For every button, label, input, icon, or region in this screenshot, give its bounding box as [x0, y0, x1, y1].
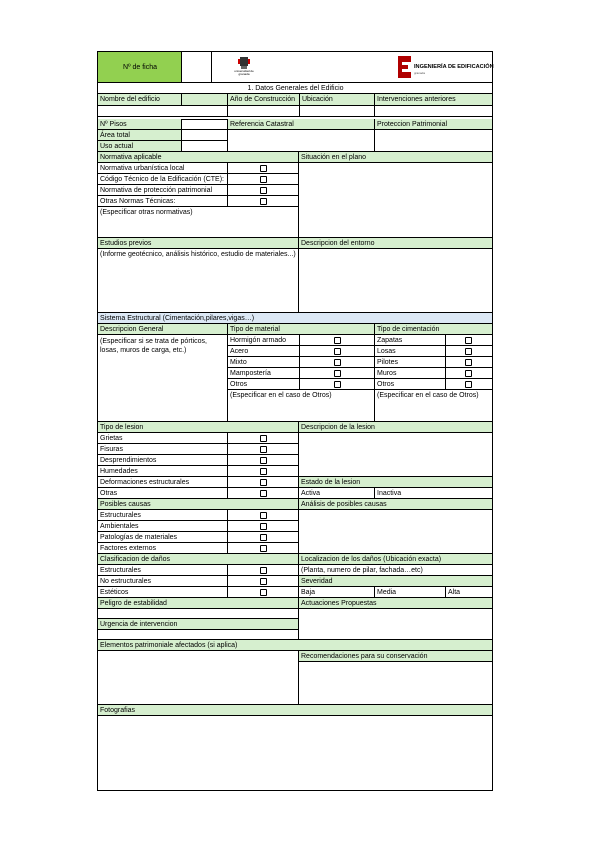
stability-risk-label: Peligro de estabilidad: [98, 598, 299, 609]
building-name-extra: [182, 94, 228, 106]
regulation-item-label: Normativa urbanística local: [98, 163, 228, 174]
photographs-label: Fotografias: [98, 705, 492, 716]
damage-class-item-checkbox[interactable]: [260, 567, 267, 574]
material-type-label: Tipo de material: [228, 324, 375, 335]
material-item-label: Acero: [228, 346, 300, 357]
damage-class-item-checkbox-cell: [228, 587, 299, 598]
heritage-elements-label: Elementos patrimoniale afectados (si aplica): [98, 640, 492, 651]
material-item-checkbox[interactable]: [334, 359, 341, 366]
intervention-urgency-label: Urgencia de intervencion: [98, 619, 299, 630]
foundation-item-checkbox-cell: [446, 335, 492, 346]
inspection-form: [97, 51, 493, 791]
plan-location-field[interactable]: [299, 163, 492, 238]
lesion-inactive-option[interactable]: Inactiva: [375, 488, 492, 499]
lesion-type-item-checkbox-cell: [228, 444, 299, 455]
foundation-item-checkbox-cell: [446, 379, 492, 390]
environment-description-field[interactable]: [299, 249, 492, 313]
foundation-item-label: Pilotes: [375, 357, 446, 368]
severity-medium-option[interactable]: Media: [375, 587, 446, 598]
total-area-label: Área total: [98, 130, 182, 141]
foundation-item-checkbox[interactable]: [465, 337, 472, 344]
cause-item-checkbox[interactable]: [260, 545, 267, 552]
cause-analysis-label: Análisis de posibles causas: [299, 499, 492, 510]
foundation-item-label: Losas: [375, 346, 446, 357]
lesion-type-item-checkbox[interactable]: [260, 479, 267, 486]
cadastral-ref-label: Referencia Catastral: [228, 119, 375, 130]
plan-location-label: Situación en el plano: [299, 152, 492, 163]
proposed-actions-field[interactable]: [299, 609, 492, 640]
damage-classification-label: Clasificacion de daños: [98, 554, 299, 565]
building-name-field[interactable]: [98, 106, 228, 117]
previous-interventions-label: Intervenciones anteriores: [375, 94, 492, 106]
regulation-item-label: Código Técnico de la Edificación (CTE):: [98, 174, 228, 185]
environment-description-label: Descripcion del entorno: [299, 238, 492, 249]
regulation-item-checkbox-cell: [228, 185, 299, 196]
previous-studies-label: Estudios previos: [98, 238, 299, 249]
lesion-type-item-checkbox-cell: [228, 466, 299, 477]
lesion-state-label: Estado de la lesion: [299, 477, 492, 488]
engineering-logo-sub: granada: [414, 71, 426, 75]
lesion-type-item-label: Humedades: [98, 466, 228, 477]
heritage-protection-label: Proteccion Patrimonial: [375, 119, 492, 130]
conservation-recommendations-label: Recomendaciones para su conservación: [299, 651, 492, 662]
regulations-label: Normativa aplicable: [98, 152, 299, 163]
cause-item-label: Factores externos: [98, 543, 228, 554]
lesion-active-option[interactable]: Activa: [299, 488, 375, 499]
building-name-label: Nombre del edificio: [98, 94, 182, 106]
general-description-note-1: (Especificar si se trata de pórticos,: [100, 338, 207, 345]
lesion-type-item-checkbox-cell: [228, 488, 299, 499]
material-item-checkbox-cell: [300, 357, 375, 368]
foundation-type-label: Tipo de cimentación: [375, 324, 492, 335]
foundation-item-label: Otros: [375, 379, 446, 390]
heritage-elements-field[interactable]: [98, 651, 299, 705]
material-item-checkbox-cell: [300, 335, 375, 346]
previous-interventions-field[interactable]: [375, 106, 492, 117]
foundation-item-label: Muros: [375, 368, 446, 379]
cadastral-ref-field[interactable]: [228, 130, 375, 152]
cause-item-label: Patologías de materiales: [98, 532, 228, 543]
stability-risk-field[interactable]: [98, 609, 299, 619]
cause-item-checkbox[interactable]: [260, 523, 267, 530]
cause-item-checkbox-cell: [228, 532, 299, 543]
general-description-label: Descripcion General: [98, 324, 228, 335]
general-description-note-2: losas, muros de carga, etc.): [100, 347, 187, 355]
damage-class-item-checkbox[interactable]: [260, 589, 267, 596]
regulation-item-checkbox-cell: [228, 196, 299, 207]
conservation-recommendations-field[interactable]: [299, 662, 492, 705]
current-use-field[interactable]: [182, 141, 228, 152]
lesion-type-item-checkbox-cell: [228, 433, 299, 444]
location-label: Ubicación: [300, 94, 375, 106]
section-general-data-title: 1. Datos Generales del Edificio: [98, 83, 492, 94]
damage-location-label: Localizacion de los daños (Ubicación exacta): [299, 554, 492, 565]
cause-item-checkbox-cell: [228, 521, 299, 532]
lesion-description-field[interactable]: [299, 433, 492, 477]
material-item-checkbox[interactable]: [334, 348, 341, 355]
lesion-type-item-label: Grietas: [98, 433, 228, 444]
severity-high-option[interactable]: Alta: [446, 587, 492, 598]
material-item-checkbox-cell: [300, 346, 375, 357]
foundation-item-checkbox[interactable]: [465, 370, 472, 377]
regulation-item-label: Otras Normas Técnicas:: [98, 196, 228, 207]
material-item-checkbox-cell: [300, 368, 375, 379]
cause-item-label: Ambientales: [98, 521, 228, 532]
regulation-item-checkbox[interactable]: [260, 198, 267, 205]
structural-system-title: Sistema Estructural (Cimentación,pilares,vigas…): [98, 313, 492, 324]
ficha-number-label: Nº de ficha: [98, 52, 182, 83]
engineering-logo: [398, 55, 492, 81]
previous-studies-field[interactable]: (Informe geotécnico, análisis histórico, estudio de materiales...): [98, 249, 299, 313]
current-use-label: Uso actual: [98, 141, 182, 152]
lesion-type-item-checkbox-cell: [228, 455, 299, 466]
regulation-item-checkbox[interactable]: [260, 187, 267, 194]
damage-class-item-checkbox[interactable]: [260, 578, 267, 585]
lesion-type-item-checkbox[interactable]: [260, 435, 267, 442]
intervention-urgency-field[interactable]: [98, 630, 299, 640]
regulation-item-checkbox-cell: [228, 163, 299, 174]
regulation-item-checkbox-cell: [228, 174, 299, 185]
material-item-checkbox[interactable]: [334, 337, 341, 344]
foundation-other-note[interactable]: (Especificar en el caso de Otros): [375, 390, 492, 422]
material-item-label: Mampostería: [228, 368, 300, 379]
lesion-type-item-checkbox[interactable]: [260, 457, 267, 464]
foundation-item-checkbox-cell: [446, 357, 492, 368]
regulations-note: (Especificar otras normativas): [98, 207, 299, 238]
possible-causes-label: Posibles causas: [98, 499, 299, 510]
regulation-item-checkbox[interactable]: [260, 165, 267, 172]
regulation-item-label: Normativa de protección patrimonial: [98, 185, 228, 196]
severity-low-option[interactable]: Baja: [299, 587, 375, 598]
material-item-label: Hormigón armado: [228, 335, 300, 346]
material-item-checkbox-cell: [300, 379, 375, 390]
lesion-type-item-checkbox[interactable]: [260, 446, 267, 453]
photographs-area[interactable]: [98, 716, 492, 790]
proposed-actions-label: Actuaciones Propuestas: [299, 598, 492, 609]
lesion-description-label: Descripcion de la lesion: [299, 422, 492, 433]
construction-year-label: Año de Construcción: [228, 94, 300, 106]
cause-analysis-field[interactable]: [299, 510, 492, 554]
lesion-type-item-label: Fisuras: [98, 444, 228, 455]
lesion-type-item-label: Desprendimientos: [98, 455, 228, 466]
material-item-label: Mixto: [228, 357, 300, 368]
lesion-type-item-checkbox[interactable]: [260, 490, 267, 497]
damage-class-item-label: Estéticos: [98, 587, 228, 598]
cause-item-checkbox[interactable]: [260, 512, 267, 519]
regulation-item-checkbox[interactable]: [260, 176, 267, 183]
lesion-type-item-label: Deformaciones estructurales: [98, 477, 228, 488]
damage-class-item-checkbox-cell: [228, 565, 299, 576]
damage-class-item-label: No estructurales: [98, 576, 228, 587]
lesion-type-item-checkbox-cell: [228, 477, 299, 488]
lesion-type-label: Tipo de lesion: [98, 422, 299, 433]
damage-location-field[interactable]: (Planta, numero de pilar, fachada…etc): [299, 565, 492, 576]
foundation-item-checkbox[interactable]: [465, 381, 472, 388]
heritage-protection-field[interactable]: [375, 130, 492, 152]
damage-class-item-label: Estructurales: [98, 565, 228, 576]
foundation-item-checkbox[interactable]: [465, 359, 472, 366]
floors-field[interactable]: [182, 119, 228, 130]
floors-label: Nº Pisos: [98, 119, 182, 130]
general-description-field[interactable]: [98, 335, 228, 422]
severity-label: Severidad: [299, 576, 492, 587]
university-logo: [232, 55, 256, 81]
cause-item-label: Estructurales: [98, 510, 228, 521]
foundation-item-checkbox[interactable]: [465, 348, 472, 355]
material-other-note[interactable]: (Especificar en el caso de Otros): [228, 390, 375, 422]
foundation-item-checkbox-cell: [446, 346, 492, 357]
total-area-field[interactable]: [182, 130, 228, 141]
cause-item-checkbox-cell: [228, 543, 299, 554]
university-logo-text: universidad de granada: [234, 69, 254, 77]
cause-item-checkbox-cell: [228, 510, 299, 521]
ficha-number-field[interactable]: [182, 52, 212, 83]
foundation-item-label: Zapatas: [375, 335, 446, 346]
lesion-type-item-checkbox[interactable]: [260, 468, 267, 475]
material-item-checkbox[interactable]: [334, 370, 341, 377]
engineering-logo-title: INGENIERÍA DE EDIFICACIÓN: [414, 64, 494, 70]
cause-item-checkbox[interactable]: [260, 534, 267, 541]
location-field[interactable]: [300, 106, 375, 117]
material-item-label: Otros: [228, 379, 300, 390]
foundation-item-checkbox-cell: [446, 368, 492, 379]
damage-class-item-checkbox-cell: [228, 576, 299, 587]
construction-year-field[interactable]: [228, 106, 300, 117]
lesion-type-item-label: Otras: [98, 488, 228, 499]
material-item-checkbox[interactable]: [334, 381, 341, 388]
